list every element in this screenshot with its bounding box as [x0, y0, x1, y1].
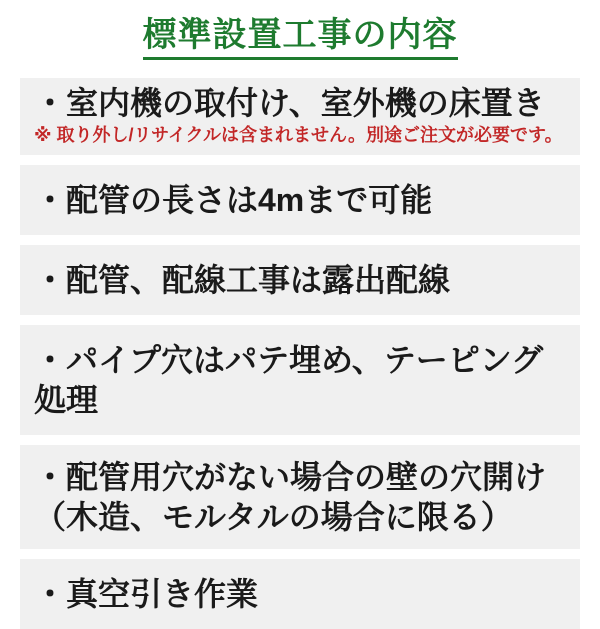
item-note: ※ 取り外し/リサイクルは含まれません。別途ご注文が必要です。: [34, 125, 563, 145]
item-text-line2: （木造、モルタルの場合に限る）: [34, 499, 513, 535]
item-text: ・室内機の取付け、室外機の床置き: [34, 85, 545, 121]
list-item: [20, 445, 580, 549]
item-text: ・配管の長さは4mまで可能: [34, 182, 433, 218]
list-item: [20, 325, 580, 435]
item-text: ・配管用穴がない場合の壁の穴開け: [34, 459, 547, 495]
list-item: [20, 165, 580, 235]
list-item: [20, 245, 580, 315]
item-text: ・パイプ穴はパテ埋め、テーピング処理: [34, 342, 544, 418]
title-container: [0, 15, 600, 60]
list-item: [20, 559, 580, 629]
item-text: ・配管、配線工事は露出配線: [34, 262, 451, 298]
item-text: ・真空引き作業: [34, 576, 259, 612]
page-title: 標準設置工事の内容: [143, 15, 458, 60]
work-items-list: [0, 78, 600, 629]
list-item: [20, 78, 580, 155]
page: [0, 15, 600, 629]
